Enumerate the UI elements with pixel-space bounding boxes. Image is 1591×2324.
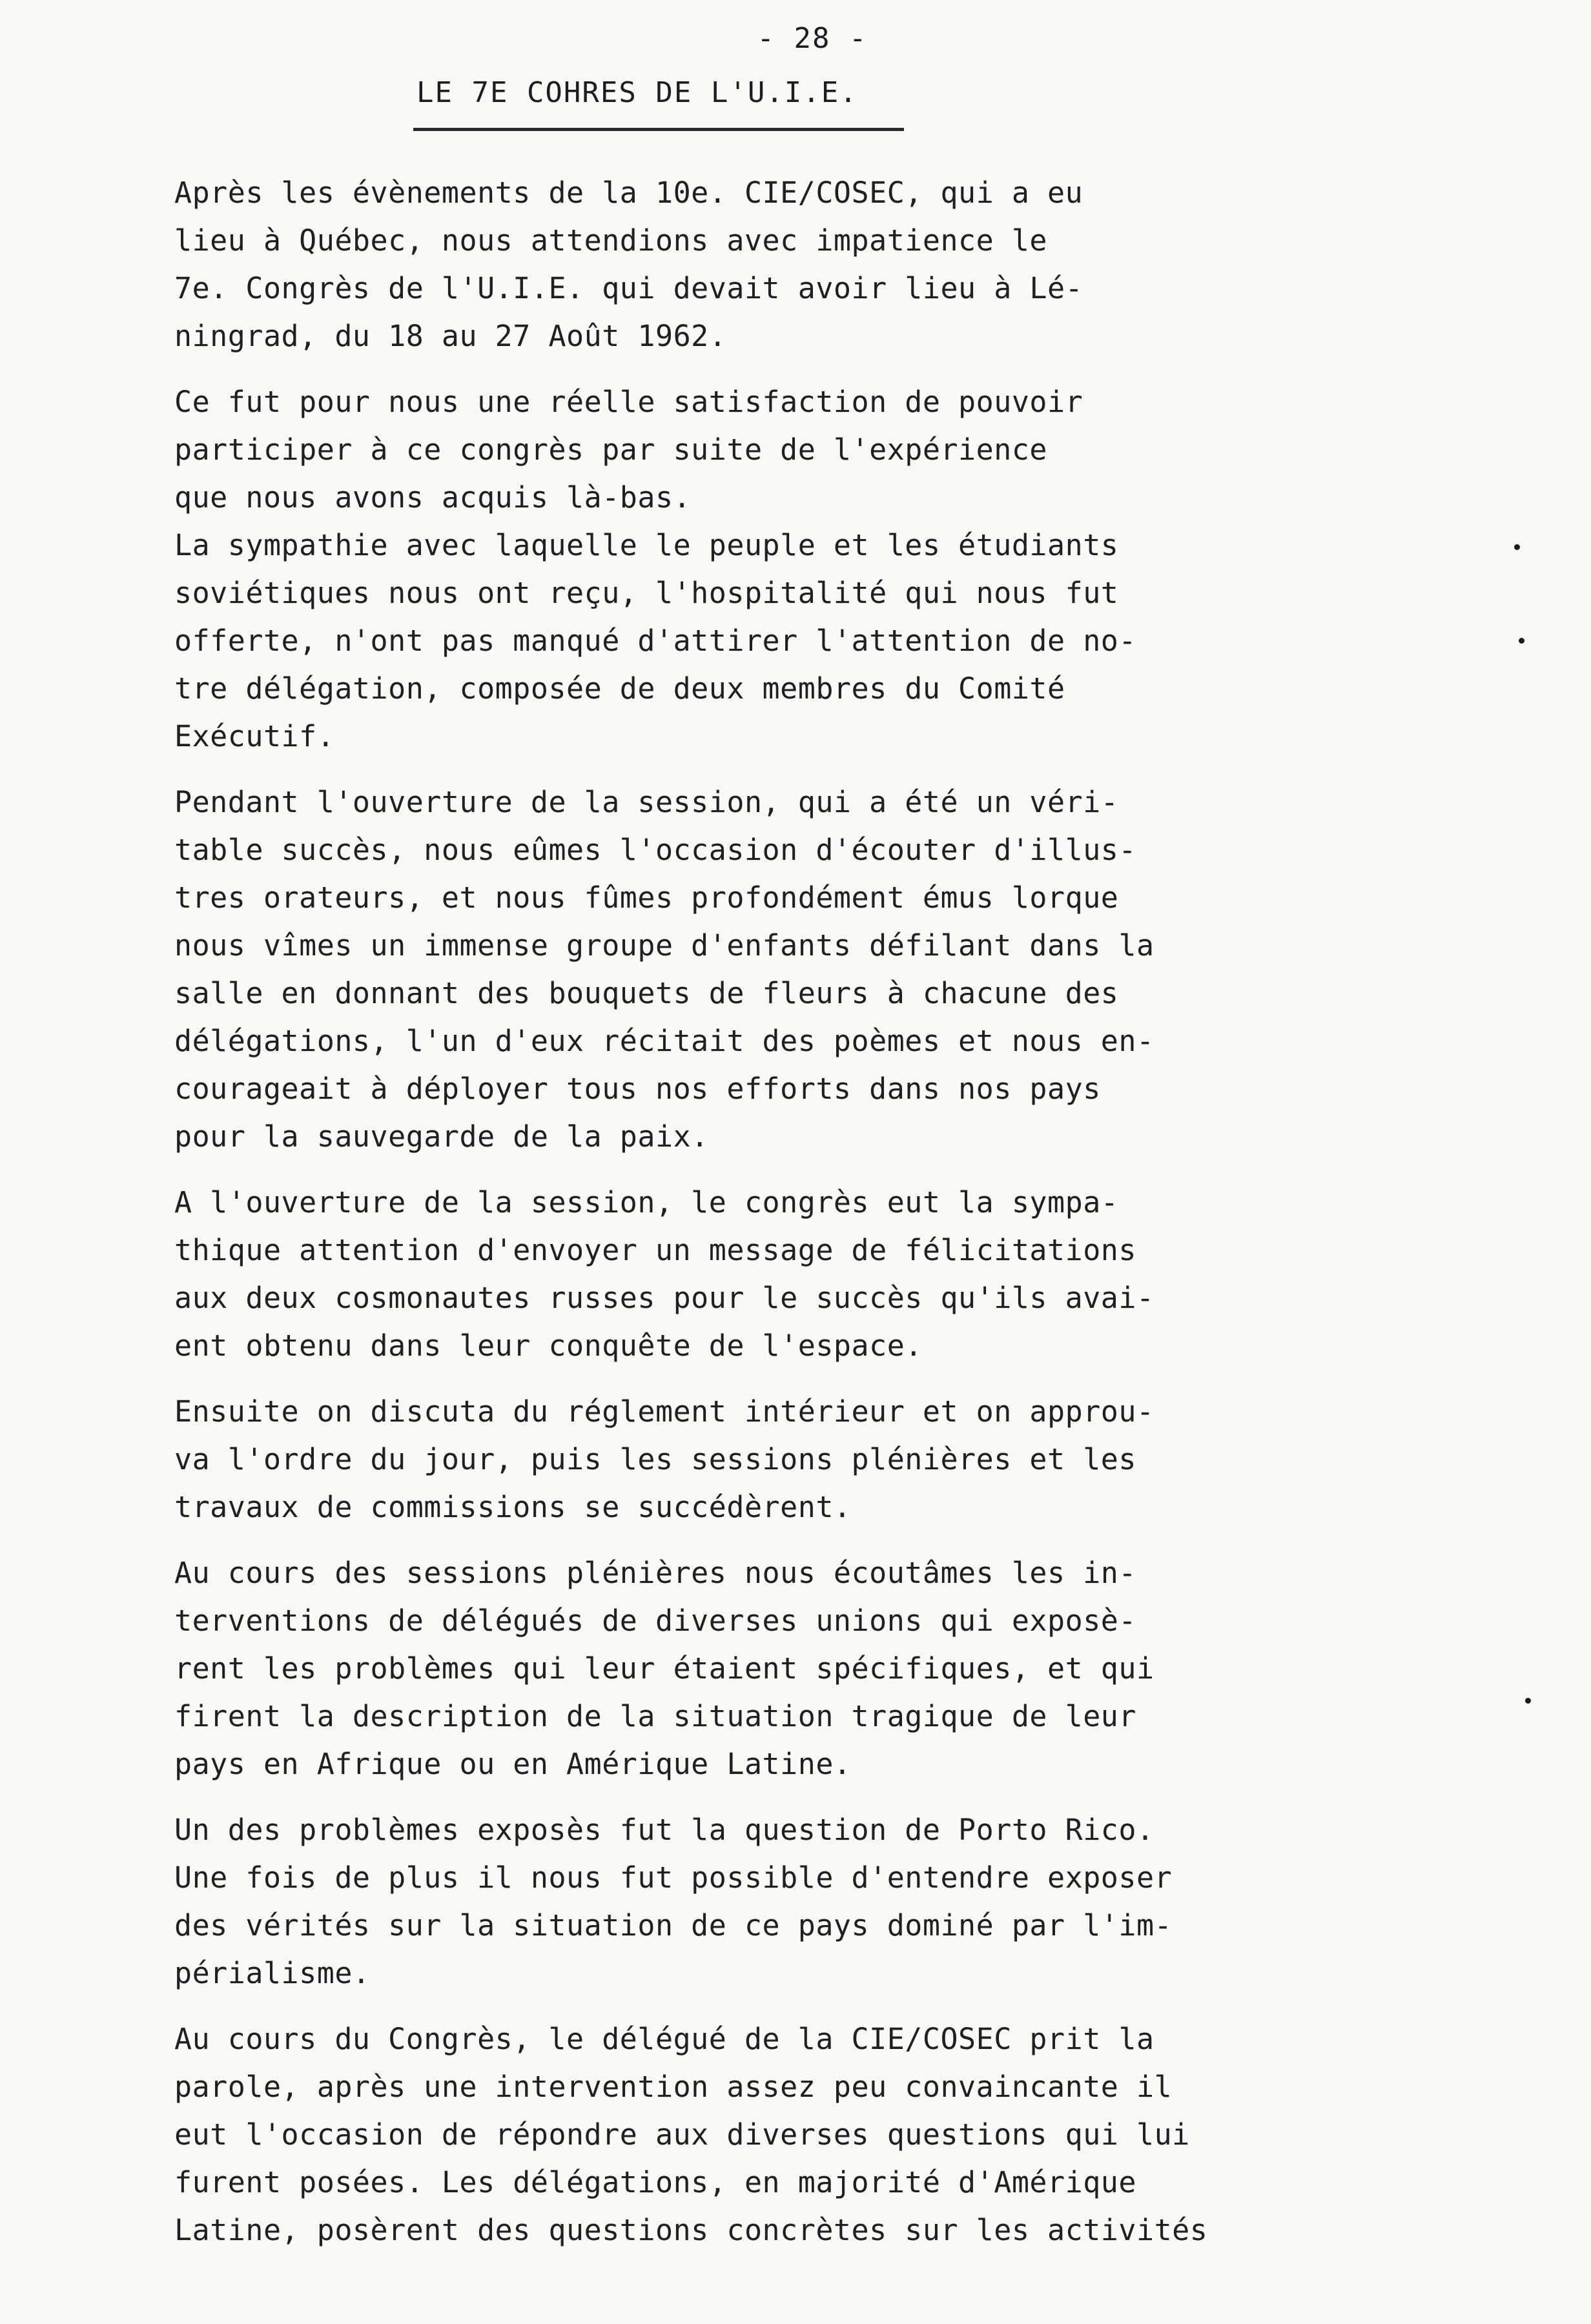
text-line: Ce fut pour nous une réelle satisfaction de pouvoir xyxy=(174,385,1083,419)
text-line: Après les évènements de la 10e. CIE/COSEC, qui a eu xyxy=(174,176,1083,210)
text-line: ningrad, du 18 au 27 Août 1962. xyxy=(174,319,727,353)
text-line: délégations, l'un d'eux récitait des poèmes et nous en- xyxy=(174,1024,1155,1058)
text-line: parole, après une intervention assez peu convaincante il xyxy=(174,2070,1173,2104)
text-line: tre délégation, composée de deux membres du Comité xyxy=(174,671,1065,706)
title-underline xyxy=(413,128,904,131)
text-line: La sympathie avec laquelle le peuple et les étudiants xyxy=(174,528,1119,562)
text-line: soviétiques nous ont reçu, l'hospitalité qui nous fut xyxy=(174,576,1119,610)
text-line: des vérités sur la situation de ce pays dominé par l'im- xyxy=(174,1908,1173,1942)
text-line: Latine, posèrent des questions concrètes sur les activités xyxy=(174,2213,1208,2247)
text-line: firent la description de la situation tragique de leur xyxy=(174,1699,1136,1733)
paragraph-4 xyxy=(174,1179,1330,1370)
scan-speck xyxy=(1519,638,1524,644)
paragraph-6 xyxy=(174,1549,1330,1788)
paragraph-7 xyxy=(174,1806,1330,1997)
text-line: thique attention d'envoyer un message de félicitations xyxy=(174,1233,1136,1267)
text-line: rent les problèmes qui leur étaient spécifiques, et qui xyxy=(174,1651,1155,1686)
text-line: Un des problèmes exposès fut la question de Porto Rico. xyxy=(174,1813,1155,1847)
scan-speck xyxy=(1514,544,1520,550)
paragraph-2 xyxy=(174,378,1330,760)
text-line: furent posées. Les délégations, en majorité d'Amérique xyxy=(174,2165,1136,2199)
text-line: périalisme. xyxy=(174,1956,371,1990)
text-line: lieu à Québec, nous attendions avec impatience le xyxy=(174,223,1048,258)
text-line: table succès, nous eûmes l'occasion d'écouter d'illus- xyxy=(174,833,1136,867)
text-line: Une fois de plus il nous fut possible d'entendre exposer xyxy=(174,1860,1173,1895)
text-line: Pendant l'ouverture de la session, qui a été un véri- xyxy=(174,785,1119,819)
text-line: aux deux cosmonautes russes pour le succès qu'ils avai- xyxy=(174,1281,1155,1315)
paragraph-3 xyxy=(174,779,1330,1161)
text-line: offerte, n'ont pas manqué d'attirer l'attention de no- xyxy=(174,624,1136,658)
text-line: va l'ordre du jour, puis les sessions plénières et les xyxy=(174,1442,1136,1476)
text-line: eut l'occasion de répondre aux diverses questions qui lui xyxy=(174,2117,1190,2152)
text-line: salle en donnant des bouquets de fleurs à chacune des xyxy=(174,976,1119,1010)
text-line: terventions de délégués de diverses unions qui exposè- xyxy=(174,1604,1136,1638)
body-text xyxy=(174,169,1330,2272)
page-number: - 28 - xyxy=(757,22,868,55)
text-line: 7e. Congrès de l'U.I.E. qui devait avoir lieu à Lé- xyxy=(174,271,1083,305)
text-line: Au cours des sessions plénières nous écoutâmes les in- xyxy=(174,1556,1136,1590)
paragraph-5 xyxy=(174,1388,1330,1531)
text-line: Au cours du Congrès, le délégué de la CIE/COSEC prit la xyxy=(174,2022,1155,2056)
scan-speck xyxy=(1525,1698,1531,1704)
text-line: pays en Afrique ou en Amérique Latine. xyxy=(174,1747,852,1781)
text-line: Exécutif. xyxy=(174,719,335,753)
text-line: travaux de commissions se succédèrent. xyxy=(174,1490,852,1524)
paragraph-8 xyxy=(174,2015,1330,2254)
paragraph-1 xyxy=(174,169,1330,360)
text-line: pour la sauvegarde de la paix. xyxy=(174,1119,709,1154)
text-line: Ensuite on discuta du réglement intérieur et on approu- xyxy=(174,1394,1155,1429)
text-line: nous vîmes un immense groupe d'enfants défilant dans la xyxy=(174,928,1155,963)
text-line: participer à ce congrès par suite de l'expérience xyxy=(174,433,1048,467)
text-line: que nous avons acquis là-bas. xyxy=(174,480,692,515)
text-line: A l'ouverture de la session, le congrès eut la sympa- xyxy=(174,1185,1119,1219)
text-line: tres orateurs, et nous fûmes profondément émus lorque xyxy=(174,881,1119,915)
text-line: courageait à déployer tous nos efforts dans nos pays xyxy=(174,1072,1101,1106)
page-title: LE 7E COHRES DE L'U.I.E. xyxy=(416,76,858,109)
text-line: ent obtenu dans leur conquête de l'espace. xyxy=(174,1329,923,1363)
